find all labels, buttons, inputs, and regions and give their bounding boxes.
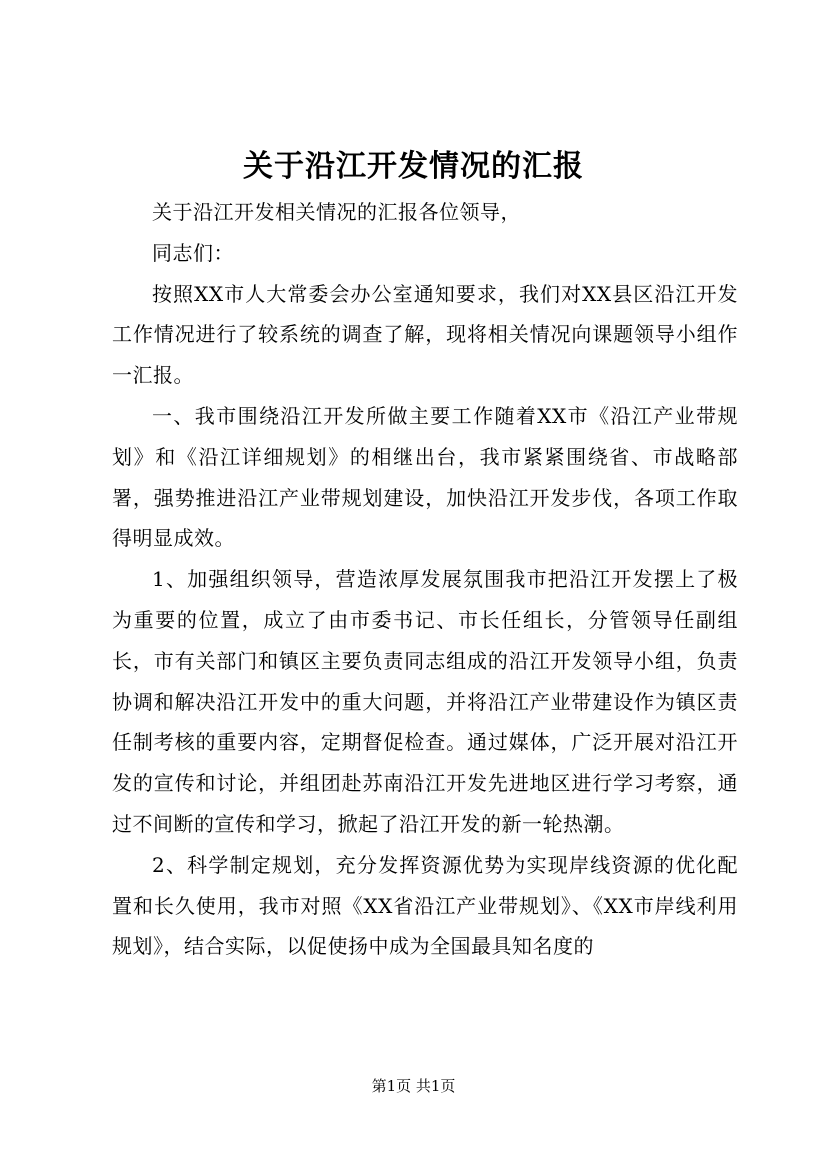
paragraph-addressee: 同志们： <box>152 240 234 265</box>
paragraph-salutation: 关于沿江开发相关情况的汇报各位领导， <box>152 200 521 224</box>
page-footer: 第1页 共1页 <box>371 1077 456 1095</box>
document-title: 关于沿江开发情况的汇报 <box>243 149 584 184</box>
paragraph-intro: 按照XX市人大常委会办公室通知要求，我们对XX县区沿江开发工作情况进行了较系统的调查了解，现将相关情况向课题领导小组作一汇报。 <box>112 281 738 388</box>
document-body <box>112 192 738 967</box>
paragraph-item-one: 1、加强组织领导，营造浓厚发展氛围我市把沿江开发摆上了极为重要的位置，成立了由市委书记、市长任组长，分管领导任副组长，市有关部门和镇区主要负责同志组成的沿江开发领导小组，负责协调和解决沿江开发中的重大问题，并将沿江产业带建设作为镇区责任制考核的重要内容，定期督促检查。通过媒体，广泛开展对沿江开发的宣传和讨论，并组团赴苏南沿江开发先进地区进行学习考察，通过不间断的宣传和学习，掀起了沿江开发的新一轮热潮。 <box>112 567 738 836</box>
paragraph-item-two: 2、科学制定规划，充分发挥资源优势为实现岸线资源的优化配置和长久使用，我市对照《XX省沿江产业带规划》、《XX市岸线利用规划》，结合实际，以促使扬中成为全国最具知名度的 <box>112 852 738 959</box>
paragraph-section-one: 一、我市围绕沿江开发所做主要工作随着XX市《沿江产业带规划》和《沿江详细规划》的相继出台，我市紧紧围绕省、市战略部署，强势推进沿江产业带规划建设，加快沿江开发步伐，各项工作取得明显成效。 <box>112 403 738 551</box>
